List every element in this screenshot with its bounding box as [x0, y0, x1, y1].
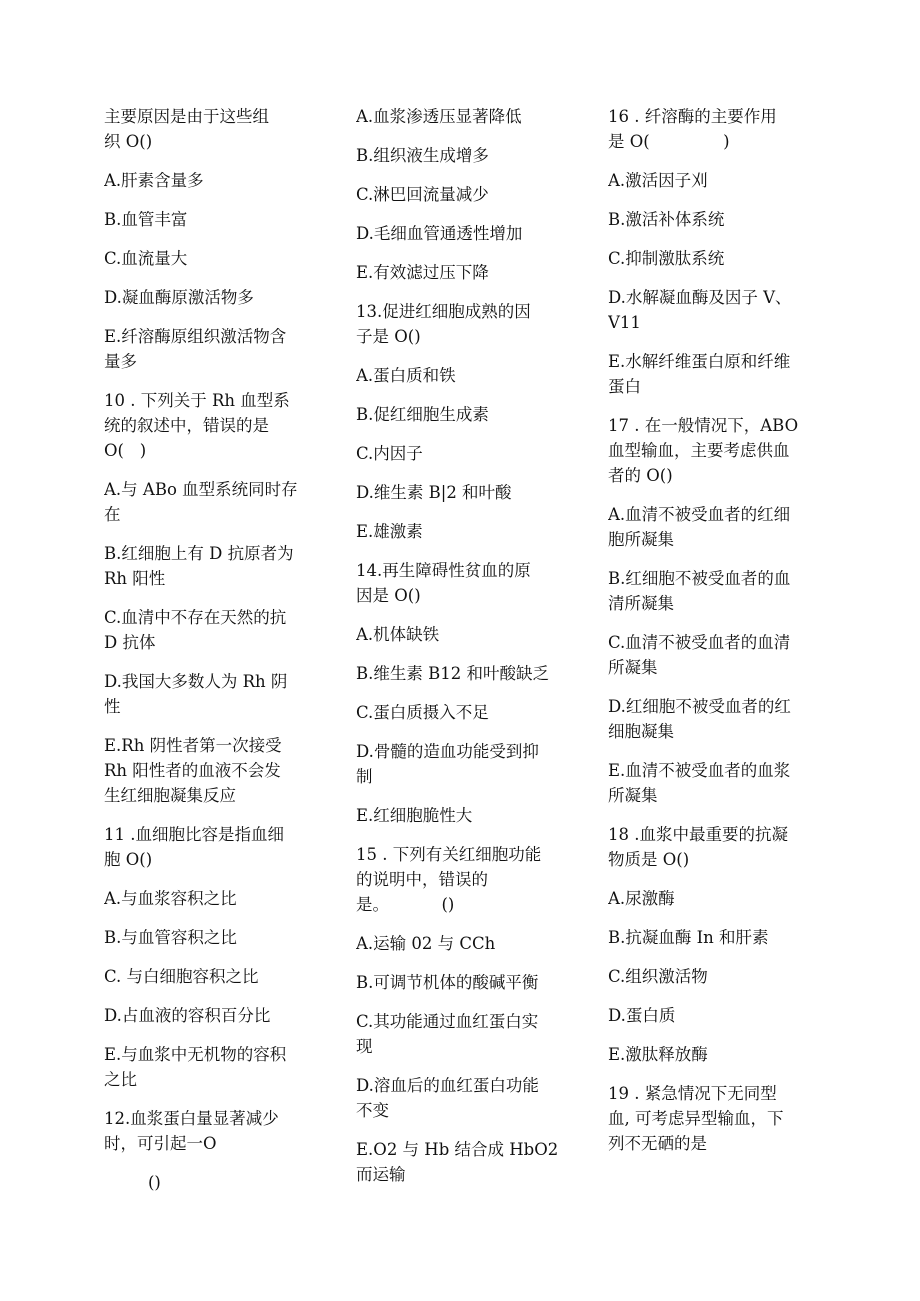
option-item: A.与血浆容积之比 [104, 889, 237, 908]
option-item: B.维生素 B12 和叶酸缺乏 [356, 664, 549, 683]
option-item: B.可调节机体的酸碱平衡 [356, 973, 539, 992]
option-item: D.凝血酶原激活物多 [104, 288, 254, 307]
option-item: B.红细胞不被受血者的血 清所凝集 [608, 569, 791, 613]
option-item: E.雄激素 [356, 522, 423, 541]
question-13: 13.促进红细胞成熟的因 子是 O() [356, 302, 531, 346]
option-item: C.血清中不存在天然的抗 D 抗体 [104, 608, 287, 652]
option-item: C.淋巴回流量减少 [356, 185, 489, 204]
column-2 [356, 104, 568, 1201]
option-item: D.骨髓的造血功能受到抑 制 [356, 742, 539, 786]
question-14: 14.再生障碍性贫血的原 因是 O() [356, 561, 531, 605]
option-item: C.其功能通过血红蛋白实 现 [356, 1012, 539, 1056]
option-item: C.内因子 [356, 444, 423, 463]
option-item: E.有效滤过压下降 [356, 263, 489, 282]
option-item: D.红细胞不被受血者的红 细胞凝集 [608, 697, 791, 741]
question-17: 17 . 在一般情况下，ABO 血型输血，主要考虑供血 者的 O() [608, 416, 799, 485]
option-item: D.占血液的容积百分比 [104, 1006, 271, 1025]
option-item: B.血管丰富 [104, 210, 188, 229]
option-item: C.血清不被受血者的血清 所凝集 [608, 633, 791, 677]
option-item: A.激活因子刈 [608, 171, 708, 190]
option-item: A.与 ABo 血型系统同时存 在 [104, 480, 298, 524]
option-item: D.我国大多数人为 Rh 阴 性 [104, 672, 288, 716]
option-item: A.蛋白质和铁 [356, 366, 456, 385]
option-item: E.激肽释放酶 [608, 1045, 708, 1064]
option-item: D.毛细血管通透性增加 [356, 224, 523, 243]
option-item: E.Rh 阴性者第一次接受 Rh 阳性者的血液不会发 生红细胞凝集反应 [104, 736, 282, 805]
option-item: E.O2 与 Hb 结合成 HbO2 而运输 [356, 1140, 559, 1184]
option-item: B.与血管容积之比 [104, 928, 237, 947]
option-item: E.纤溶酶原组织激活物含 量多 [104, 327, 287, 371]
option-item: D.维生素 B|2 和叶酸 [356, 483, 512, 502]
text-line: 主要原因是由于这些组 织 O() [104, 107, 269, 151]
option-item: B.促红细胞生成素 [356, 405, 489, 424]
option-item: A.尿激酶 [608, 889, 675, 908]
answer-blank: () [148, 1173, 161, 1192]
option-item: E.血清不被受血者的血浆 所凝集 [608, 761, 791, 805]
question-10: 10 . 下列关于 Rh 血型系 统的叙述中，错误的是 O( ) [104, 391, 290, 460]
option-item: C.蛋白质摄入不足 [356, 703, 489, 722]
option-item: B.抗凝血酶 In 和肝素 [608, 928, 769, 947]
option-item: A.机体缺铁 [356, 625, 440, 644]
question-11: 11 .血细胞比容是指血细 胞 O() [104, 825, 284, 869]
option-item: C.抑制激肽系统 [608, 249, 725, 268]
option-item: A.血浆渗透压显著降低 [356, 107, 522, 126]
question-12: 12.血浆蛋白量显著减少 时，可引起一O [104, 1109, 279, 1153]
question-15: 15 . 下列有关红细胞功能 的说明中，错误的 是。 () [356, 845, 542, 914]
option-item: B.组织液生成增多 [356, 146, 489, 165]
option-item: E.红细胞脆性大 [356, 806, 473, 825]
option-item: A.运输 02 与 CCh [356, 934, 496, 953]
question-16: 16 . 纤溶酶的主要作用 是 O( ) [608, 107, 777, 151]
option-item: D.溶血后的血红蛋白功能 不变 [356, 1076, 539, 1120]
option-item: E.与血浆中无机物的容积 之比 [104, 1045, 287, 1089]
question-19: 19 . 紧急情况下无同型 血, 可考虑异型输血，下 列不无硒的是 [608, 1084, 784, 1153]
column-3 [608, 104, 820, 1170]
option-item: D.蛋白质 [608, 1006, 676, 1025]
option-item: A.肝素含量多 [104, 171, 204, 190]
question-18: 18 .血浆中最重要的抗凝 物质是 O() [608, 825, 788, 869]
column-1 [104, 104, 316, 1209]
option-item: E.水解纤维蛋白原和纤维 蛋白 [608, 352, 791, 396]
option-item: C.血流量大 [104, 249, 188, 268]
option-item: C. 与白细胞容积之比 [104, 967, 259, 986]
option-item: B.激活补体系统 [608, 210, 725, 229]
option-item: C.组织激活物 [608, 967, 708, 986]
option-item: D.水解凝血酶及因子 V、 V11 [608, 288, 792, 332]
option-item: B.红细胞上有 D 抗原者为 Rh 阳性 [104, 544, 294, 588]
option-item: A.血清不被受血者的红细 胞所凝集 [608, 505, 791, 549]
